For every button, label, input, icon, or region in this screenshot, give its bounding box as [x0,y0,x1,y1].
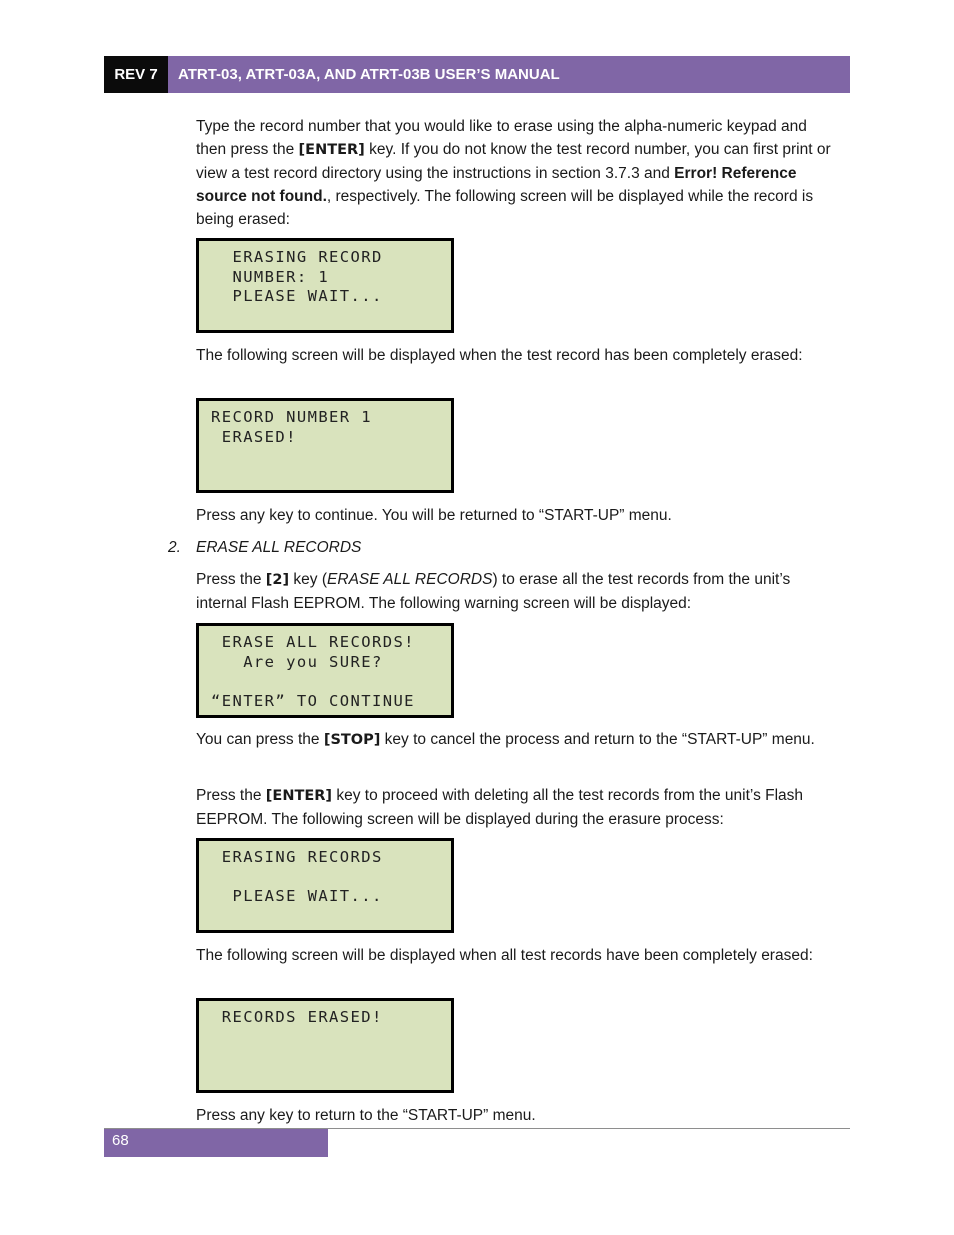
lcd-erasing-records [196,838,454,933]
enter-key-ref: [ENTER] [298,142,365,158]
reference-error-text: Error! Reference source not found. [196,165,797,205]
paragraph-all-erased: The following screen will be displayed when all test records have been completely erased: [196,947,813,964]
manual-title: ATRT-03, ATRT-03A, AND ATRT-03B USER’S MANUAL [168,56,850,93]
paragraph-erase-all: Press the [2] key (ERASE ALL RECORDS) to erase all the test records from the unit’s internal Flash EEPROM. The following warning screen will be displayed: [196,571,791,612]
lcd-text: RECORD NUMBER 1 ERASED! [211,408,372,446]
key-2-ref: [2] [265,572,290,588]
paragraph-enter: Press the [ENTER] key to proceed with deleting all the test records from the unit’s Flash EEPROM. The following screen will be displayed during the erasure process: [196,787,804,828]
lcd-text: ERASING RECORD NUMBER: 1 PLEASE WAIT... [232,248,383,305]
page-number: 68 [104,1129,328,1157]
list-item-label: ERASE ALL RECORDS [196,539,362,556]
lcd-record-erased [196,398,454,493]
paragraph-continue: Press any key to continue. You will be returned to “START-UP” menu. [196,507,672,524]
intro-paragraph: Type the record number that you would like to erase using the alpha-numeric keypad and then press the [ENTER] key. If you do not know the test record number, you can first print or view a test record directory using the instructions in section 3.7.3 and Error! Reference source not found., respectively. The following screen will be displayed while the record is being erased: [196,118,831,228]
enter-key-ref: [ENTER] [265,788,333,804]
lcd-text: ERASING RECORDS PLEASE WAIT... [221,848,383,905]
paragraph-stop: You can press the [STOP] key to cancel the process and return to the “START-UP” menu. [196,731,815,748]
paragraph-return: Press any key to return to the “START-UP” menu. [196,1107,536,1124]
lcd-text: RECORDS ERASED! [211,1008,383,1026]
lcd-erase-all-warning [196,623,454,718]
list-number: 2. [168,539,181,556]
page-header [104,56,850,93]
paragraph-record-erased: The following screen will be displayed when the test record has been completely erased: [196,347,803,364]
revision-label: REV 7 [104,56,168,93]
lcd-erasing-record [196,238,454,333]
lcd-text: ERASE ALL RECORDS! Are you SURE? “ENTER” TO CONTINUE [211,633,415,710]
stop-key-ref: [STOP] [323,732,381,748]
lcd-records-erased [196,998,454,1093]
